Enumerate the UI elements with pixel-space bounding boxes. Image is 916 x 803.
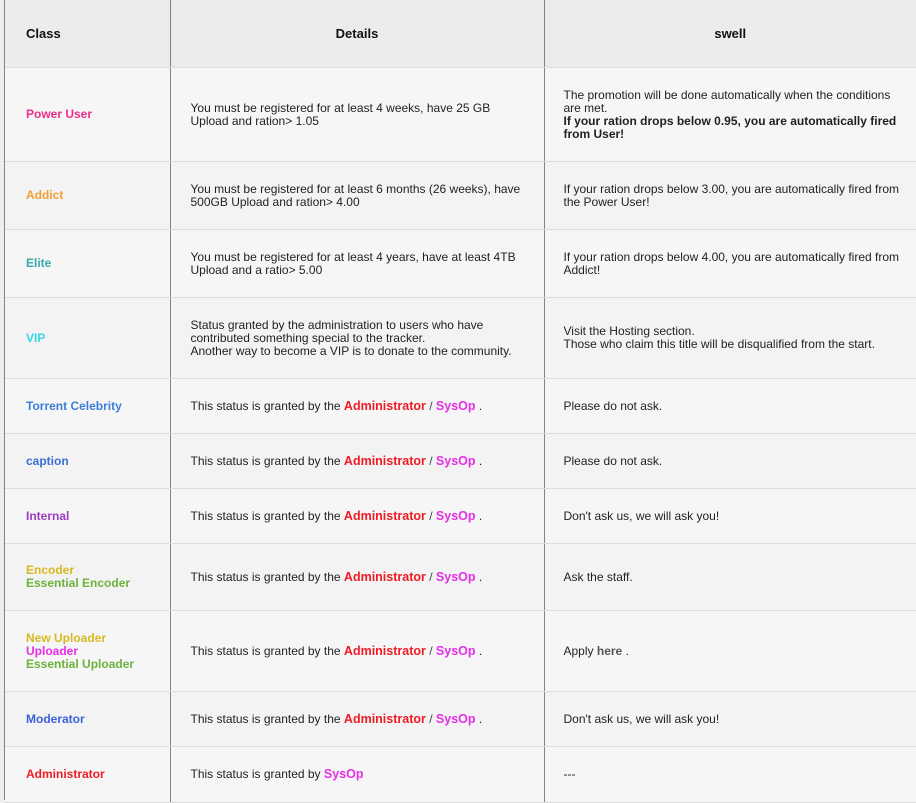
swell-power-user — [544, 68, 916, 162]
class-power-user: Power User — [5, 68, 170, 162]
class-elite: Elite — [5, 230, 170, 298]
table-row-addict — [5, 162, 916, 230]
table-row-torrent-celebrity — [5, 379, 916, 434]
granted-prefix: This status is granted by the — [190, 398, 341, 413]
granted-prefix: This status is granted by the — [190, 569, 341, 584]
class-new-uploader: New Uploader — [26, 630, 107, 645]
swell-vip-line1: Visit the Hosting section. — [563, 324, 695, 338]
swell-vip — [544, 298, 916, 379]
class-addict: Addict — [5, 162, 170, 230]
swell-vip-line2: Those who claim this title will be disqualified from the start. — [563, 337, 875, 351]
details-encoder — [170, 544, 544, 611]
header-swell: swell — [544, 0, 916, 68]
class-internal: Internal — [5, 489, 170, 544]
class-essential-uploader: Essential Uploader — [26, 656, 135, 671]
period: . — [478, 398, 483, 413]
granted-prefix: This status is granted by — [190, 767, 321, 781]
details-moderator — [170, 692, 544, 747]
administrator-link[interactable]: Administrator — [343, 453, 426, 468]
slash-separator: / — [429, 711, 433, 726]
sysop-link[interactable]: SysOp — [435, 508, 476, 523]
apply-here-link[interactable]: here — [596, 643, 623, 658]
table-row-vip — [5, 298, 916, 379]
granted-prefix: This status is granted by the — [190, 508, 341, 523]
class-administrator: Administrator — [5, 747, 170, 803]
class-torrent-celebrity: Torrent Celebrity — [5, 379, 170, 434]
table-row-uploader — [5, 611, 916, 692]
table-row-caption — [5, 434, 916, 489]
period: . — [625, 643, 629, 658]
details-power-user: You must be registered for at least 4 weeks, have 25 GB Upload and ration> 1.05 — [170, 68, 544, 162]
details-addict: You must be registered for at least 6 months (26 weeks), have 500GB Upload and ration> 4.00 — [170, 162, 544, 230]
administrator-link[interactable]: Administrator — [343, 643, 426, 658]
swell-moderator: Don't ask us, we will ask you! — [544, 692, 916, 747]
swell-administrator: --- — [544, 747, 916, 803]
class-essential-encoder: Essential Encoder — [26, 576, 131, 590]
table-row-power-user — [5, 68, 916, 162]
swell-elite: If your ration drops below 4.00, you are automatically fired from Addict! — [544, 230, 916, 298]
swell-encoder: Ask the staff. — [544, 544, 916, 611]
table-row-moderator — [5, 692, 916, 747]
table-row-internal — [5, 489, 916, 544]
class-caption: caption — [5, 434, 170, 489]
class-table-container — [4, 0, 916, 800]
apply-text: Apply — [563, 643, 594, 658]
period: . — [478, 643, 483, 658]
granted-prefix: This status is granted by the — [190, 711, 341, 726]
details-torrent-celebrity — [170, 379, 544, 434]
slash-separator: / — [429, 643, 433, 658]
class-moderator: Moderator — [5, 692, 170, 747]
swell-power-user-line2: If your ration drops below 0.95, you are automatically fired from User! — [563, 113, 897, 141]
swell-power-user-line1: The promotion will be done automatically when the conditions are met. — [563, 87, 891, 115]
administrator-link[interactable]: Administrator — [343, 569, 426, 584]
slash-separator: / — [429, 453, 433, 468]
class-vip: VIP — [5, 298, 170, 379]
details-administrator — [170, 747, 544, 803]
details-vip-line1: Status granted by the administration to users who have contributed something special to the tracker. — [190, 317, 484, 345]
swell-uploader — [544, 611, 916, 692]
period: . — [478, 569, 483, 584]
administrator-link[interactable]: Administrator — [343, 398, 426, 413]
details-internal — [170, 489, 544, 544]
sysop-link[interactable]: SysOp — [435, 643, 476, 658]
sysop-link[interactable]: SysOp — [435, 569, 476, 584]
swell-internal: Don't ask us, we will ask you! — [544, 489, 916, 544]
table-row-encoder — [5, 544, 916, 611]
details-vip — [170, 298, 544, 379]
details-uploader — [170, 611, 544, 692]
sysop-link[interactable]: SysOp — [435, 711, 476, 726]
swell-torrent-celebrity: Please do not ask. — [544, 379, 916, 434]
slash-separator: / — [429, 569, 433, 584]
administrator-link[interactable]: Administrator — [343, 711, 426, 726]
user-classes-table — [5, 0, 916, 803]
period: . — [478, 453, 483, 468]
table-row-elite — [5, 230, 916, 298]
swell-addict: If your ration drops below 3.00, you are automatically fired from the Power User! — [544, 162, 916, 230]
header-row — [5, 0, 916, 68]
class-encoder — [5, 544, 170, 611]
sysop-link[interactable]: SysOp — [435, 398, 476, 413]
header-details: Details — [170, 0, 544, 68]
table-row-administrator — [5, 747, 916, 803]
slash-separator: / — [429, 508, 433, 523]
details-elite: You must be registered for at least 4 years, have at least 4TB Upload and a ratio> 5.00 — [170, 230, 544, 298]
granted-prefix: This status is granted by the — [190, 453, 341, 468]
class-uploader — [5, 611, 170, 692]
class-encoder-line1: Encoder — [26, 563, 75, 577]
swell-caption: Please do not ask. — [544, 434, 916, 489]
period: . — [478, 508, 483, 523]
granted-prefix: This status is granted by the — [190, 643, 341, 658]
details-caption — [170, 434, 544, 489]
details-vip-line2: Another way to become a VIP is to donate to the community. — [190, 343, 512, 358]
sysop-link[interactable]: SysOp — [435, 453, 476, 468]
slash-separator: / — [429, 398, 433, 413]
header-class: Class — [5, 0, 170, 68]
administrator-link[interactable]: Administrator — [343, 508, 426, 523]
class-uploader-line2: Uploader — [26, 643, 79, 658]
period: . — [478, 711, 483, 726]
sysop-link[interactable]: SysOp — [323, 767, 364, 781]
